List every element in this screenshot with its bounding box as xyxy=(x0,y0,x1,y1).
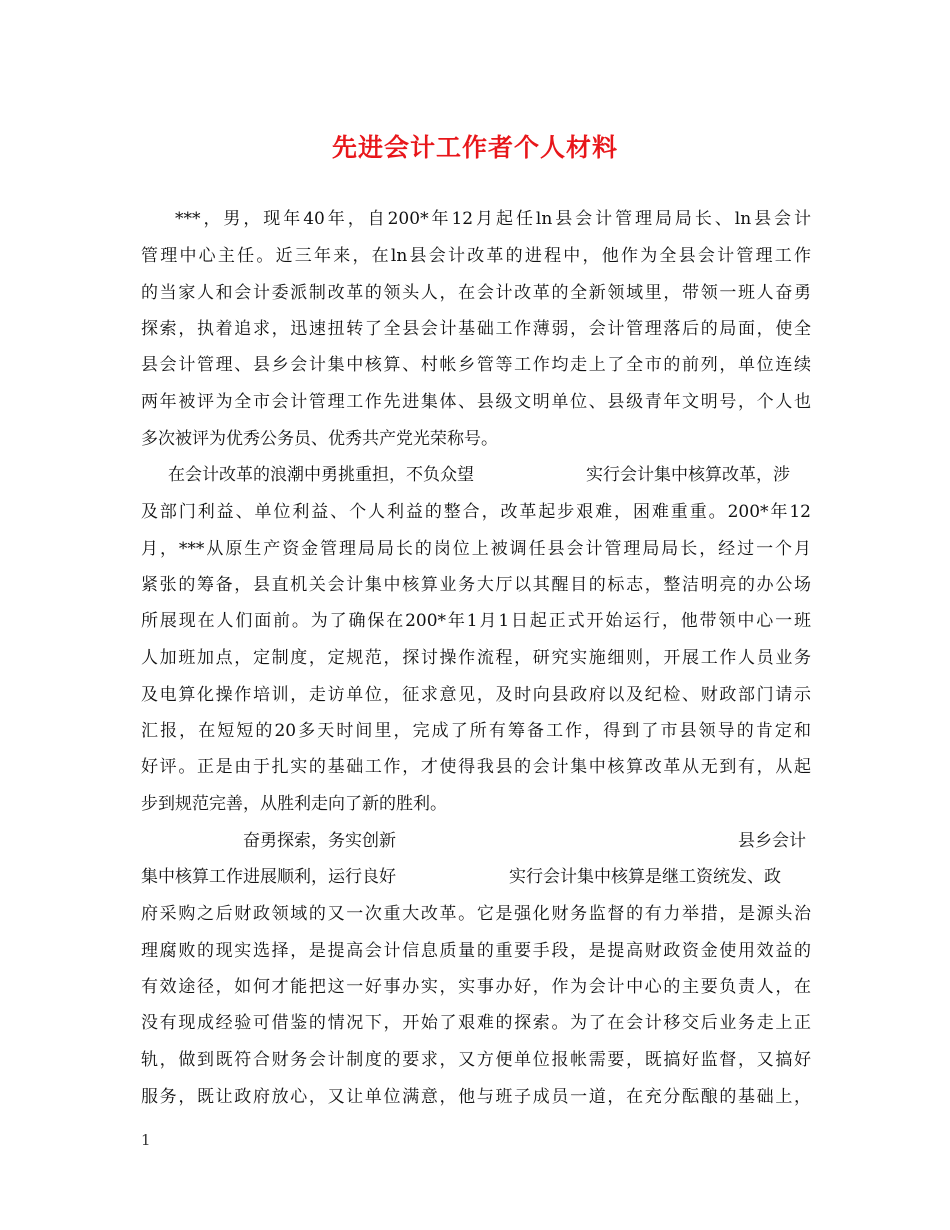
paragraph-line: 轨，做到既符合财务会计制度的要求，又方便单位报帐需要，既搞好监督，又搞好 xyxy=(141,1050,811,1070)
paragraph-line: 有效途径，如何才能把这一好事办实，实事办好，作为会计中心的主要负责人，在 xyxy=(141,977,811,997)
paragraph-line: 的当家人和会计委派制改革的领头人，在会计改革的全新领域里，带领一班人奋勇 xyxy=(141,283,811,303)
paragraph-line: 紧张的筹备，县直机关会计集中核算业务大厅以其醒目的标志，整洁明亮的办公场 xyxy=(141,575,811,595)
paragraph-line: ***，男，现年40年，自200*年12月起任ln县会计管理局局长、ln县会计 xyxy=(175,209,811,229)
document-title: 先进会计工作者个人材料 xyxy=(331,133,618,162)
paragraph-line: 月，***从原生产资金管理局局长的岗位上被调任县会计管理局局长，经过一个月 xyxy=(141,539,811,559)
paragraph-line: 理腐败的现实选择，是提高会计信息质量的重要手段，是提高财政资金使用效益的 xyxy=(141,941,811,961)
paragraph-line: 多次被评为优秀公务员、优秀共产党光荣称号。 xyxy=(141,429,498,449)
paragraph-text: 实行会计集中核算改革，涉 xyxy=(586,465,790,485)
paragraph-line: 步到规范完善，从胜利走向了新的胜利。 xyxy=(141,794,447,814)
paragraph-line: 府采购之后财政领域的又一次重大改革。它是强化财务监督的有力举措，是源头治 xyxy=(141,904,811,924)
paragraph-line: 好评。正是由于扎实的基础工作，才使得我县的会计集中核算改革从无到有，从起 xyxy=(141,757,811,777)
paragraph-text: 实行会计集中核算是继工资统发、政 xyxy=(509,867,781,887)
paragraph-line: 及部门利益、单位利益、个人利益的整合，改革起步艰难，困难重重。200*年12 xyxy=(141,502,811,522)
paragraph-text: 县乡会计 xyxy=(738,831,806,851)
paragraph-line: 县会计管理、县乡会计集中核算、村帐乡管等工作均走上了全市的前列，单位连续 xyxy=(141,355,811,375)
paragraph-line: 人加班加点，定制度，定规范，探讨操作流程，研究实施细则，开展工作人员业务 xyxy=(141,648,811,668)
paragraph-line: 两年被评为全市会计管理工作先进集体、县级文明单位、县级青年文明号，个人也 xyxy=(141,392,811,412)
section-heading: 在会计改革的浪潮中勇挑重担，不负众望 xyxy=(168,465,474,485)
paragraph-line: 没有现成经验可借鉴的情况下，开始了艰难的探索。为了在会计移交后业务走上正 xyxy=(141,1013,811,1033)
paragraph-line: 及电算化操作培训，走访单位，征求意见，及时向县政府以及纪检、财政部门请示 xyxy=(141,685,811,705)
section-subheading: 集中核算工作进展顺利，运行良好 xyxy=(141,867,396,887)
paragraph-line: 汇报，在短短的20多天时间里，完成了所有筹备工作，得到了市县领导的肯定和 xyxy=(141,721,811,741)
section-heading: 奋勇探索，务实创新 xyxy=(243,831,396,851)
paragraph-line: 管理中心主任。近三年来，在ln县会计改革的进程中，他作为全县会计管理工作 xyxy=(141,246,811,266)
paragraph-line: 服务，既让政府放心，又让单位满意，他与班子成员一道，在充分酝酿的基础上， xyxy=(141,1087,811,1107)
page-number: 1 xyxy=(141,1131,151,1149)
paragraph-line: 所展现在人们面前。为了确保在200*年1月1日起正式开始运行，他带领中心一班 xyxy=(141,611,811,631)
paragraph-line: 探索，执着追求，迅速扭转了全县会计基础工作薄弱，会计管理落后的局面，使全 xyxy=(141,319,811,339)
